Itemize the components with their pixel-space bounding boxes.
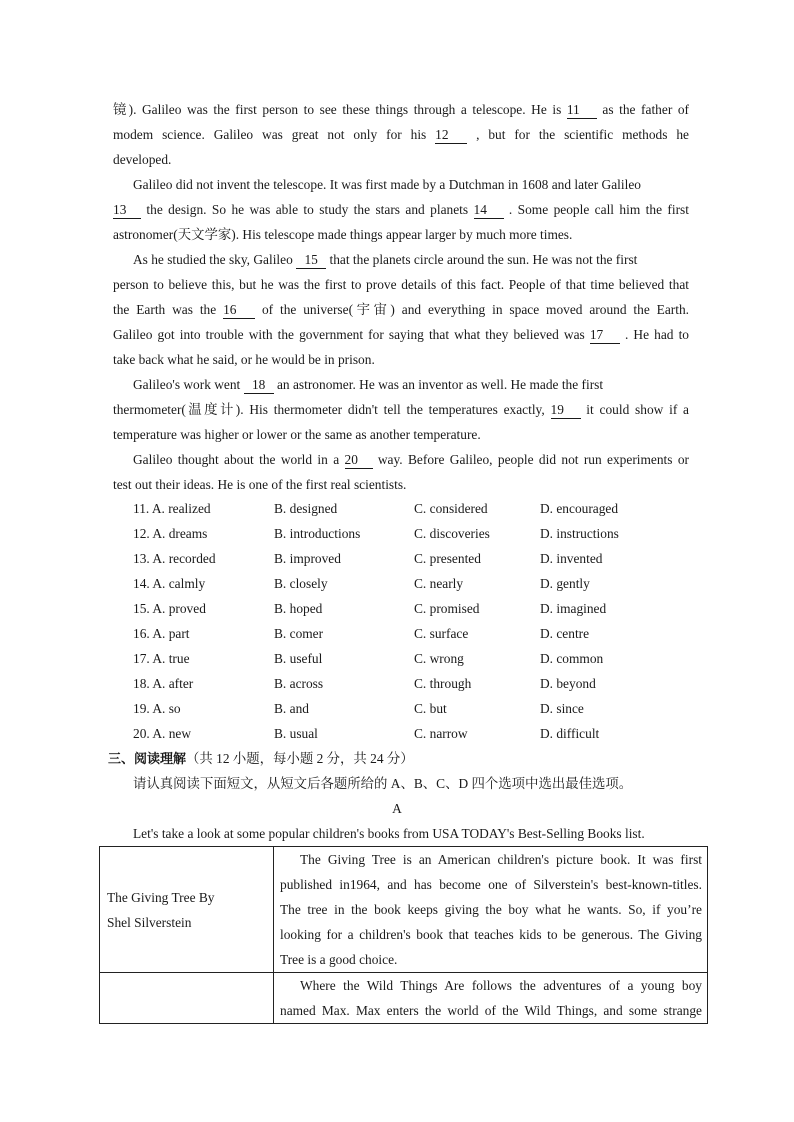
option: 11. A. realized bbox=[133, 501, 211, 516]
book-title-cell bbox=[100, 973, 274, 1024]
option: C. surface bbox=[414, 626, 469, 641]
option-row bbox=[133, 596, 693, 621]
option: 19. A. so bbox=[133, 701, 181, 716]
option-row bbox=[133, 496, 693, 521]
blank-12: 12 bbox=[435, 127, 467, 144]
section-note: （共 12 小题，每小题 2 分，共 24 分） bbox=[186, 751, 414, 766]
passage-line: the Earth was the 16 of the universe(宇宙) and everything in space moved around the Earth. bbox=[113, 302, 689, 317]
passage-line: 镜). Galileo was the first person to see these things through a telescope. He is 11 as the father of bbox=[113, 102, 689, 117]
option: 17. A. true bbox=[133, 651, 190, 666]
option: D. common bbox=[540, 651, 604, 666]
option: D. instructions bbox=[540, 526, 619, 541]
passage-line: test out their ideas. He is one of the first real scientists. bbox=[113, 477, 407, 492]
passage-line: person to believe this, but he was the first to prove details of this fact. People of that time believed that bbox=[113, 277, 689, 292]
description-line: The tree in the book keeps giving the boy what he wants. So, if you’re bbox=[280, 902, 702, 917]
option: C. nearly bbox=[414, 576, 464, 591]
section-heading bbox=[108, 746, 414, 772]
option: C. through bbox=[414, 676, 472, 691]
section-instruction: 请认真阅读下面短文，从短文后各题所给的 A、B、C、D 四个选项中选出最佳选项。 bbox=[133, 776, 633, 791]
book-description-cell bbox=[274, 973, 708, 1024]
passage-line: thermometer(温度计). His thermometer didn't tell the temperatures exactly, 19 it could show if a bbox=[113, 402, 689, 417]
option: 12. A. dreams bbox=[133, 526, 208, 541]
passage-line: Galileo thought about the world in a 20 way. Before Galileo, people did not run experiments or bbox=[133, 452, 689, 467]
option: D. difficult bbox=[540, 726, 600, 741]
table-row bbox=[100, 973, 708, 1024]
book-description-cell bbox=[274, 847, 708, 973]
option: D. beyond bbox=[540, 676, 596, 691]
description-line: named Max. Max enters the world of the Wild Things, and some strange bbox=[280, 1003, 702, 1018]
blank-15: 15 bbox=[296, 252, 326, 269]
passage-line: Galileo's work went 18 an astronomer. He was an inventor as well. He made the first bbox=[133, 377, 604, 392]
passage bbox=[113, 97, 689, 497]
passage-line: temperature was higher or lower or the same as another temperature. bbox=[113, 427, 481, 442]
option-row bbox=[133, 696, 693, 721]
option: B. comer bbox=[274, 626, 324, 641]
option: 13. A. recorded bbox=[133, 551, 216, 566]
option: B. improved bbox=[274, 551, 341, 566]
option: 16. A. part bbox=[133, 626, 190, 641]
option-row bbox=[133, 546, 693, 571]
option: B. usual bbox=[274, 726, 318, 741]
part-label: A bbox=[392, 801, 402, 816]
option: D. centre bbox=[540, 626, 590, 641]
reading-intro: Let's take a look at some popular children's books from USA TODAY's Best-Selling Books list. bbox=[133, 826, 645, 841]
option: B. hoped bbox=[274, 601, 323, 616]
passage-line: modem science. Galileo was great not only for his 12 , but for the scientific methods he bbox=[113, 127, 689, 142]
blank-16: 16 bbox=[223, 302, 255, 319]
blank-19: 19 bbox=[551, 402, 581, 419]
passage-line: developed. bbox=[113, 152, 172, 167]
option: D. since bbox=[540, 701, 584, 716]
option-row bbox=[133, 521, 693, 546]
blank-11: 11 bbox=[567, 102, 597, 119]
blank-13: 13 bbox=[113, 202, 141, 219]
blank-17: 17 bbox=[590, 327, 620, 344]
option: C. discoveries bbox=[414, 526, 490, 541]
option: C. presented bbox=[414, 551, 481, 566]
books-table bbox=[99, 846, 708, 1024]
option: C. wrong bbox=[414, 651, 464, 666]
book-title-cell bbox=[100, 847, 274, 973]
option: 14. A. calmly bbox=[133, 576, 206, 591]
book-title-line: Shel Silverstein bbox=[107, 914, 192, 930]
blank-20: 20 bbox=[345, 452, 373, 469]
option: D. invented bbox=[540, 551, 603, 566]
option: B. designed bbox=[274, 501, 338, 516]
passage-line: take back what he said, or he would be in prison. bbox=[113, 352, 375, 367]
option: B. introductions bbox=[274, 526, 361, 541]
blank-18: 18 bbox=[244, 377, 274, 394]
description-line: looking for a children's book that teaches kids to be generous. The Giving bbox=[280, 927, 702, 942]
table-row bbox=[100, 847, 708, 973]
option: C. promised bbox=[414, 601, 480, 616]
answer-options bbox=[133, 496, 693, 746]
description-line: Tree is a good choice. bbox=[280, 952, 398, 967]
option: B. and bbox=[274, 701, 309, 716]
option-row bbox=[133, 621, 693, 646]
description-line: published in1964, and has become one of Silverstein's best-known-titles. bbox=[280, 877, 702, 892]
passage-line: astronomer(天文学家). His telescope made things appear larger by much more times. bbox=[113, 227, 573, 242]
option: D. gently bbox=[540, 576, 590, 591]
blank-14: 14 bbox=[474, 202, 504, 219]
option: B. closely bbox=[274, 576, 328, 591]
passage-line: Galileo got into trouble with the government for saying that what they believed was 17 . He had to bbox=[113, 327, 689, 342]
option: D. encouraged bbox=[540, 501, 619, 516]
option-row bbox=[133, 671, 693, 696]
option: C. narrow bbox=[414, 726, 468, 741]
option-row bbox=[133, 721, 693, 746]
description-line: Where the Wild Things Are follows the adventures of a young boy bbox=[300, 978, 702, 993]
option: 18. A. after bbox=[133, 676, 194, 691]
option: C. but bbox=[414, 701, 447, 716]
option: 20. A. new bbox=[133, 726, 192, 741]
option: B. useful bbox=[274, 651, 323, 666]
book-title-line: The Giving Tree By bbox=[107, 889, 215, 905]
passage-line: 13 the design. So he was able to study the stars and planets 14 . Some people call him the first bbox=[113, 202, 689, 217]
option-row bbox=[133, 646, 693, 671]
description-line: The Giving Tree is an American children's picture book. It was first bbox=[300, 852, 702, 867]
option-row bbox=[133, 571, 693, 596]
option: D. imagined bbox=[540, 601, 607, 616]
option: B. across bbox=[274, 676, 324, 691]
passage-line: Galileo did not invent the telescope. It was first made by a Dutchman in 1608 and later Galileo bbox=[133, 177, 641, 192]
option: 15. A. proved bbox=[133, 601, 206, 616]
passage-line: As he studied the sky, Galileo 15 that the planets circle around the sun. He was not the first bbox=[133, 252, 638, 267]
section-title: 三、阅读理解 bbox=[108, 752, 187, 767]
option: C. considered bbox=[414, 501, 488, 516]
